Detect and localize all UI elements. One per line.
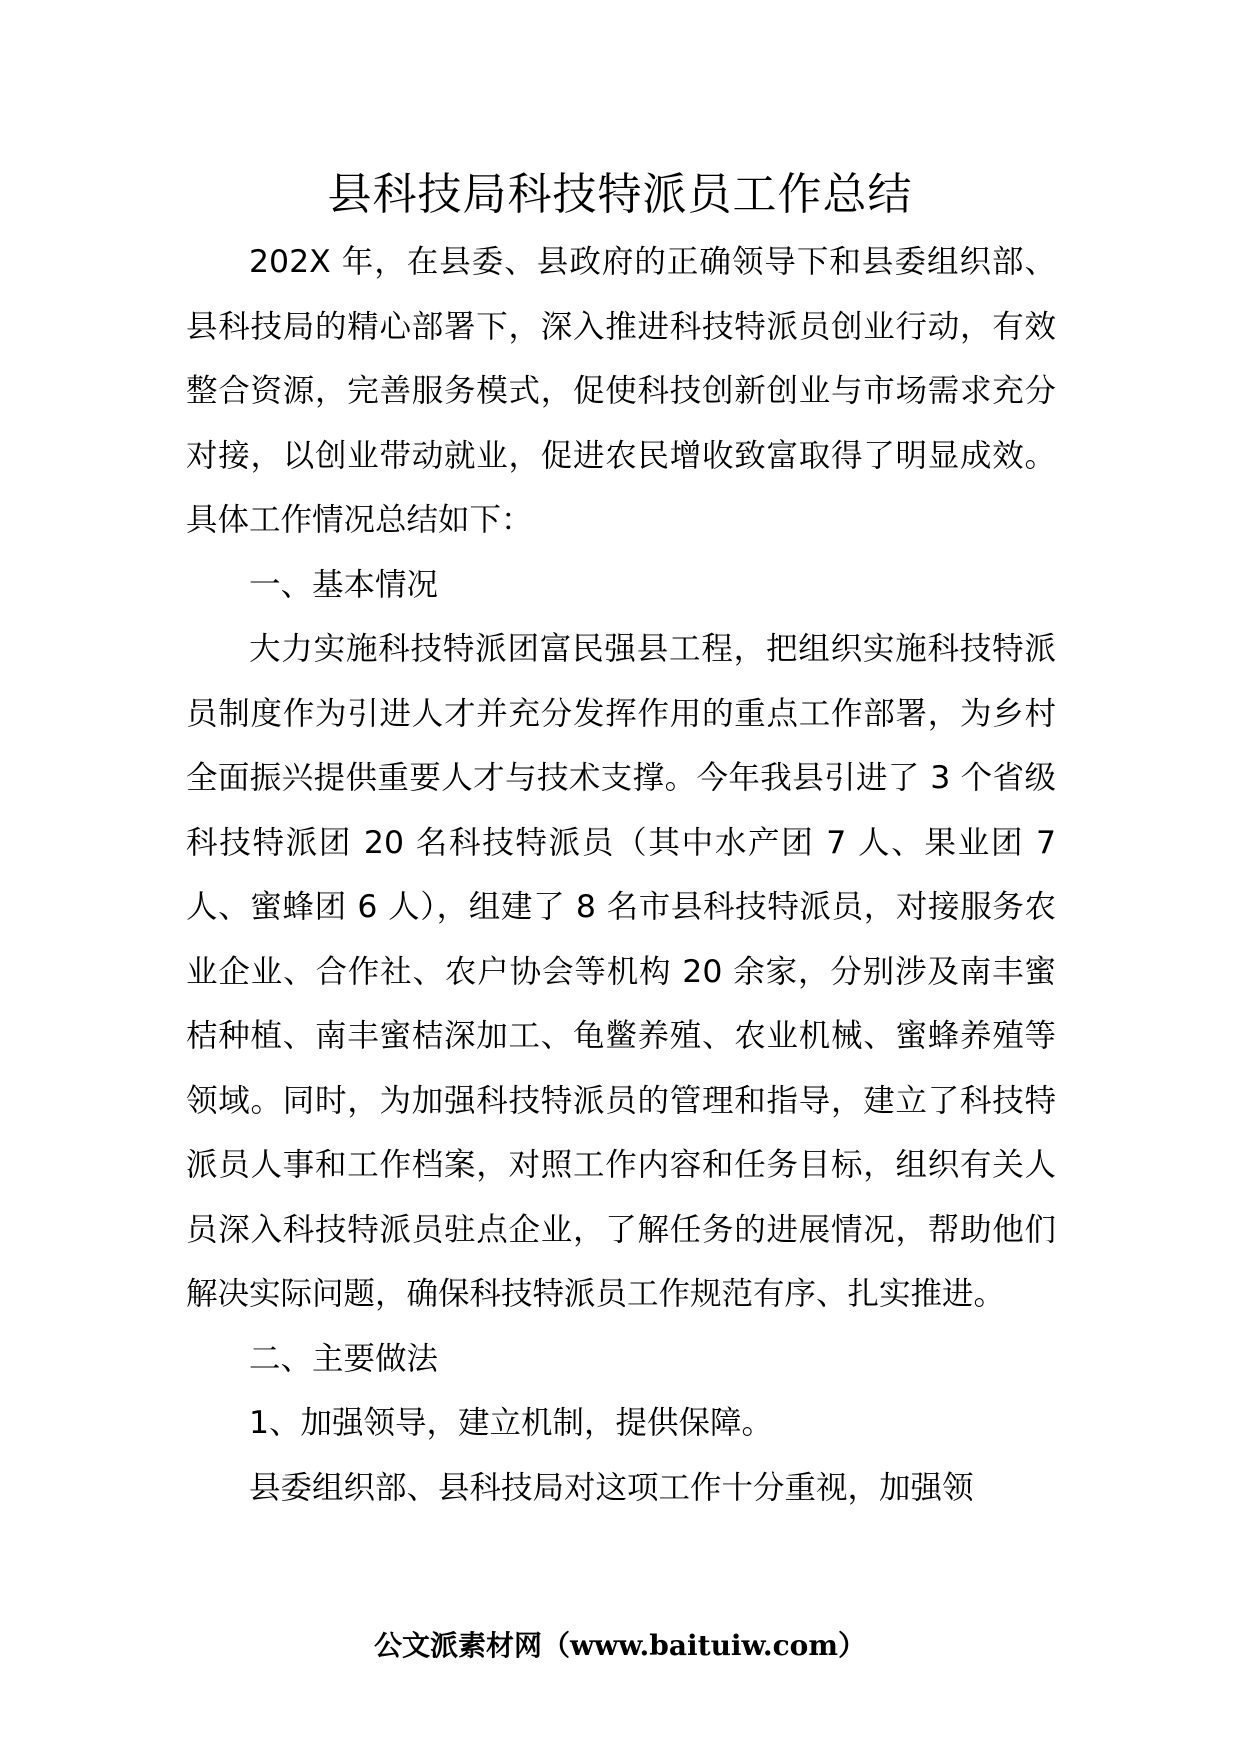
section-heading-basic: 一、基本情况 <box>249 566 439 603</box>
paragraph-basic-situation: 大力实施科技特派团富民强县工程，把组织实施科技特派员制度作为引进人才并充分发挥作用的重点工作部署，为乡村全面振兴提供重要人才与技术支撑。今年我县引进了 3 个省级科技特派团 20 名科技特派员（其中水产团 7 人、果业团 7 人、蜜蜂团 6 人），组建了 8 名市县科技特派员，对接服务农业企业、合作社、农户协会等机构 20 余家，分别涉及南丰蜜桔种植、南丰蜜桔深加工、龟鳖养殖、农业机械、蜜蜂养殖等领域。同时，为加强科技特派员的管理和指导，建立了科技特派员人事和工作档案，对照工作内容和任务目标，组织有关人员深入科技特派员驻点企业，了解任务的进展情况，帮助他们解决实际问题，确保科技特派员工作规范有序、扎实推进。 <box>186 631 1056 1312</box>
section-heading-methods: 二、主要做法 <box>249 1340 439 1377</box>
paragraph-intro: 202X 年，在县委、县政府的正确领导下和县委组织部、县科技局的精心部署下，深入推进科技特派员创业行动，有效整合资源，完善服务模式，促使科技创新创业与市场需求充分对接，以创业带动就业，促进农民增收致富取得了明显成效。具体工作情况总结如下： <box>186 244 1056 538</box>
document-title: 县科技局科技特派员工作总结 <box>327 169 913 220</box>
subheading-leadership: 1、加强领导，建立机制，提供保障。 <box>249 1405 774 1441</box>
paragraph-leadership: 县委组织部、县科技局对这项工作十分重视，加强领 <box>249 1469 974 1506</box>
document-body <box>186 230 1056 1520</box>
footer-watermark: 公文派素材网（www.baituiw.com） <box>374 1629 866 1662</box>
